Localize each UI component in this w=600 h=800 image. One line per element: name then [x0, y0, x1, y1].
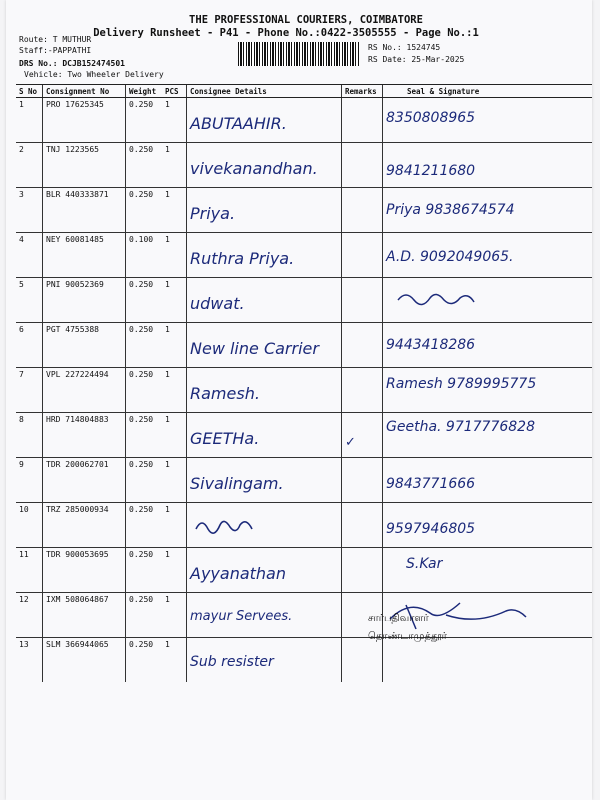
- table-row: [16, 98, 592, 143]
- row-pcs: 1: [162, 413, 187, 458]
- row-consignee-cell: [187, 413, 342, 458]
- row-consignment: IXM 508064867: [43, 593, 126, 638]
- signature-scribble: [386, 280, 506, 316]
- row-pcs: 1: [162, 143, 187, 188]
- row-consignment: PRO 17625345: [43, 98, 126, 143]
- row-remarks: [342, 503, 383, 548]
- col-pcs: PCS: [162, 85, 187, 98]
- runsheet-title: Delivery Runsheet - P41 - Phone No.:0422-3505555 - Page No.:1: [93, 27, 479, 39]
- row-signature-cell: [383, 98, 593, 143]
- row-remarks: [342, 278, 383, 323]
- col-remarks: Remarks: [342, 85, 383, 98]
- row-consignee-cell: [187, 548, 342, 593]
- row-weight: 0.250: [126, 503, 163, 548]
- row-pcs: 1: [162, 503, 187, 548]
- row-sno: 1: [16, 98, 43, 143]
- row-sno: 12: [16, 593, 43, 638]
- row-pcs: 1: [162, 98, 187, 143]
- row-weight: 0.250: [126, 548, 163, 593]
- row-signature: Geetha. 9717776828: [386, 419, 535, 435]
- row-signature: Priya 9838674574: [386, 202, 515, 218]
- row-pcs: 1: [162, 323, 187, 368]
- row-sno: 2: [16, 143, 43, 188]
- row-signature: S.Kar: [406, 556, 443, 572]
- row-sno: 11: [16, 548, 43, 593]
- row-signature: 9597946805: [386, 521, 476, 537]
- row-consignment: BLR 440333871: [43, 188, 126, 233]
- table-row: [16, 458, 592, 503]
- col-consignment: Consignment No: [43, 85, 126, 98]
- table-row: [16, 593, 592, 638]
- row-signature: 9443418286: [386, 337, 476, 353]
- delivery-table: [16, 84, 592, 682]
- row-consignee: Ramesh.: [190, 384, 260, 403]
- col-signature: Seal & Signature: [383, 85, 593, 98]
- row-weight: 0.250: [126, 143, 163, 188]
- row-consignee-cell: [187, 323, 342, 368]
- row-weight: 0.250: [126, 413, 163, 458]
- row-consignment: PGT 4755388: [43, 323, 126, 368]
- row-consignee: mayur Servees.: [190, 609, 293, 624]
- row-remarks: [342, 98, 383, 143]
- table-row: [16, 188, 592, 233]
- row-weight: 0.250: [126, 323, 163, 368]
- table-row: [16, 413, 592, 458]
- row-consignee: GEETHa.: [190, 429, 260, 448]
- row-signature-cell: [383, 323, 593, 368]
- row-weight: 0.250: [126, 368, 163, 413]
- row-weight: 0.250: [126, 98, 163, 143]
- row-consignment: TDR 900053695: [43, 548, 126, 593]
- row-remarks: [342, 458, 383, 503]
- route-label: Route: T MUTHUR: [19, 35, 92, 44]
- check-mark-icon: ✓: [345, 435, 356, 450]
- row-consignment: VPL 227224494: [43, 368, 126, 413]
- row-weight: 0.250: [126, 278, 163, 323]
- row-consignment: SLM 366944065: [43, 638, 126, 683]
- vehicle-label: Vehicle: Two Wheeler Delivery: [24, 70, 164, 79]
- row-signature-cell: [383, 413, 593, 458]
- barcode: [238, 42, 360, 66]
- row-consignee: Ayyanathan: [190, 564, 286, 583]
- row-remarks: [342, 323, 383, 368]
- row-pcs: 1: [165, 640, 170, 649]
- row-signature: 9841211680: [386, 163, 476, 179]
- table-header-row: [16, 85, 592, 98]
- table-row: [16, 143, 592, 188]
- row-signature: 9843771666: [386, 476, 476, 492]
- row-signature-cell: [383, 458, 593, 503]
- company-title: THE PROFESSIONAL COURIERS, COIMBATORE: [189, 14, 423, 26]
- table-row: [16, 233, 592, 278]
- row-consignment: NEY 60081485: [43, 233, 126, 278]
- row-signature-cell: [383, 368, 593, 413]
- stamp-title: சார்பதிவாளர்: [368, 613, 429, 624]
- row-weight: 0.250: [126, 638, 163, 683]
- col-sno: S No: [16, 85, 43, 98]
- row-signature: 8350808965: [386, 110, 476, 126]
- row-sno: 6: [16, 323, 43, 368]
- row-signature-cell: [383, 548, 593, 593]
- row-signature: Ramesh 9789995775: [386, 376, 537, 392]
- row-consignee-cell: [187, 143, 342, 188]
- row-consignee-cell: [187, 188, 342, 233]
- row-signature-cell: [383, 143, 593, 188]
- row-pcs: 1: [162, 548, 187, 593]
- row-weight: 0.250: [126, 593, 163, 638]
- row-consignee-cell: [187, 458, 342, 503]
- row-consignee: Ruthra Priya.: [190, 249, 295, 268]
- row-consignee: ABUTAAHIR.: [190, 114, 287, 133]
- row-weight: 0.250: [126, 458, 163, 503]
- row-consignment: TRZ 285000934: [43, 503, 126, 548]
- tamil-name-scribble: [190, 511, 270, 541]
- table-row: [16, 323, 592, 368]
- row-remarks-cell: [342, 413, 383, 458]
- row-sno: 3: [16, 188, 43, 233]
- row-consignee-cell: [187, 593, 342, 638]
- staff-label: Staff:-PAPPATHI: [19, 46, 92, 55]
- row-remarks: [342, 233, 383, 278]
- row-consignee-cell: [187, 368, 342, 413]
- col-consignee: Consignee Details: [187, 85, 342, 98]
- row-weight: 0.250: [126, 188, 163, 233]
- table-row: [16, 503, 592, 548]
- rs-number: RS No.: 1524745: [368, 43, 441, 52]
- row-consignee: vivekanandhan.: [190, 159, 318, 178]
- row-signature-cell: [383, 278, 593, 323]
- row-pcs: 1: [162, 593, 187, 638]
- row-consignee: Sub resister: [190, 654, 274, 670]
- runsheet-page: [6, 0, 592, 800]
- row-weight: 0.100: [126, 233, 163, 278]
- row-remarks: [342, 143, 383, 188]
- rs-date: RS Date: 25-Mar-2025: [368, 55, 465, 64]
- row-remarks: [342, 368, 383, 413]
- row-sno: 7: [16, 368, 43, 413]
- row-consignee: udwat.: [190, 294, 245, 313]
- row-consignment: HRD 714804883: [43, 413, 126, 458]
- row-remarks: [342, 548, 383, 593]
- row-pcs: 1: [162, 368, 187, 413]
- row-consignee: Sivalingam.: [190, 474, 284, 493]
- row-consignee: New line Carrier: [190, 339, 319, 358]
- row-consignee-cell: [187, 638, 342, 683]
- row-signature-cell: [383, 188, 593, 233]
- table-row: [16, 638, 592, 683]
- row-pcs: 1: [162, 233, 187, 278]
- row-sno: 4: [16, 233, 43, 278]
- stamp-location: தொண்டாமுத்தூர்: [368, 631, 447, 642]
- row-consignee-cell: [187, 278, 342, 323]
- row-consignment: TNJ 1223565: [43, 143, 126, 188]
- table-row: [16, 278, 592, 323]
- table-row: [16, 368, 592, 413]
- row-signature-cell: [383, 503, 593, 548]
- drs-number: DRS No.: DCJB152474501: [19, 59, 125, 68]
- row-pcs: 1: [162, 188, 187, 233]
- row-sno: 9: [16, 458, 43, 503]
- row-sno: 13: [19, 640, 29, 649]
- row-consignment: PNI 90052369: [43, 278, 126, 323]
- row-sno: 5: [16, 278, 43, 323]
- row-signature-cell: [383, 233, 593, 278]
- row-sno: 8: [16, 413, 43, 458]
- row-sno: 10: [16, 503, 43, 548]
- row-consignee-cell: [187, 233, 342, 278]
- official-stamp: [368, 610, 447, 646]
- row-signature: A.D. 9092049065.: [386, 249, 514, 265]
- table-row: [16, 548, 592, 593]
- row-consignment: TDR 200062701: [43, 458, 126, 503]
- row-consignee: Priya.: [190, 204, 236, 223]
- col-weight: Weight: [126, 85, 163, 98]
- row-consignee-cell: [187, 98, 342, 143]
- row-consignee-cell: [187, 503, 342, 548]
- row-pcs: 1: [162, 458, 187, 503]
- row-remarks: [342, 188, 383, 233]
- row-pcs: 1: [162, 278, 187, 323]
